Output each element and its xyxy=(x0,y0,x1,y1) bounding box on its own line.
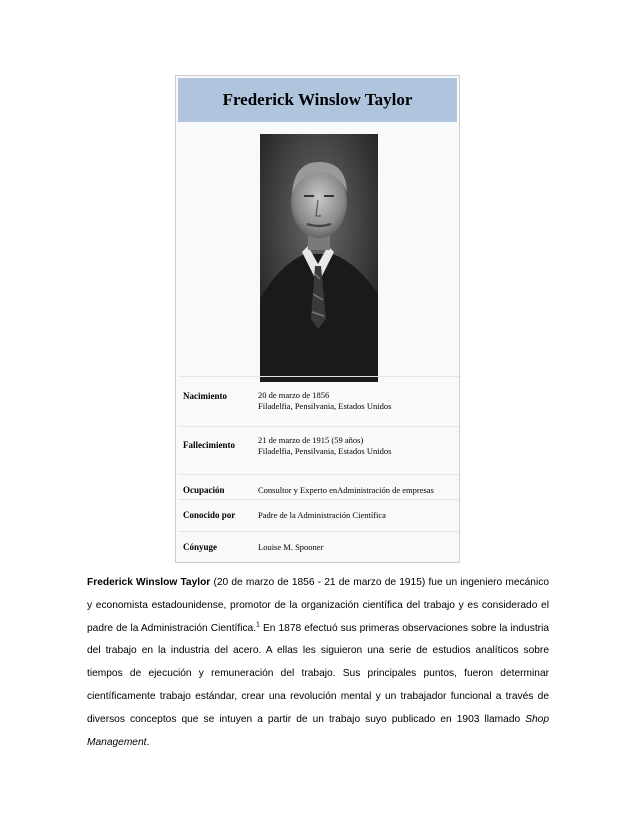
info-label: Conocido por xyxy=(183,510,236,520)
infobox-title: Frederick Winslow Taylor xyxy=(178,78,457,122)
paragraph-end: . xyxy=(146,736,150,748)
footnote-ref[interactable]: 1 xyxy=(256,621,260,629)
info-label: Cónyuge xyxy=(183,542,218,552)
info-row-known-for xyxy=(178,499,459,530)
info-value: Padre de la Administración Científica xyxy=(258,510,386,520)
article-paragraph xyxy=(87,572,549,754)
info-value: Louise M. Spooner xyxy=(258,542,324,552)
info-label: Fallecimiento xyxy=(183,440,235,450)
infobox xyxy=(175,75,460,563)
paragraph-text: En 1878 efectuó sus primeras observaciones sobre la industria del trabajo en la industria del acero. A ellas les siguieron una serie de estudios analíticos sobre tiempos de ejecución y remuneración del trabajo. Sus principales puntos, fueron determinar científicamente trabajo estándar, crear una revolución mental y un trabajador funcional a través de diversos conceptos que se intuyen a partir de un trabajo suyo publicado en 1903 llamado xyxy=(87,622,549,725)
info-row-spouse xyxy=(178,531,459,562)
info-row-death xyxy=(178,426,459,475)
info-value-line: Filadelfia, Pensilvania, Estados Unidos xyxy=(258,446,392,456)
info-label: Nacimiento xyxy=(183,391,227,401)
info-value-line: 20 de marzo de 1856 xyxy=(258,390,330,400)
subject-name: Frederick Winslow Taylor xyxy=(87,577,211,588)
paragraph-text: (20 de marzo de 1856 - 21 de marzo de 1915) fue un ingeniero mecánico y economista estadounidense, promotor de la organización científica del trabajo y es considerado el padre de la Administración Científica. xyxy=(87,577,549,634)
info-label: Ocupación xyxy=(183,485,225,495)
info-value-line: Filadelfia, Pensilvania, Estados Unidos xyxy=(258,401,392,411)
info-value: Consultor y Experto enAdministración de empresas xyxy=(258,485,434,495)
info-row-birth xyxy=(178,376,459,427)
info-value-line: 21 de marzo de 1915 (59 años) xyxy=(258,435,364,445)
portrait-photo xyxy=(260,134,378,382)
info-value xyxy=(258,390,391,412)
book-title: Shop Management xyxy=(87,713,549,748)
info-value xyxy=(258,435,391,457)
